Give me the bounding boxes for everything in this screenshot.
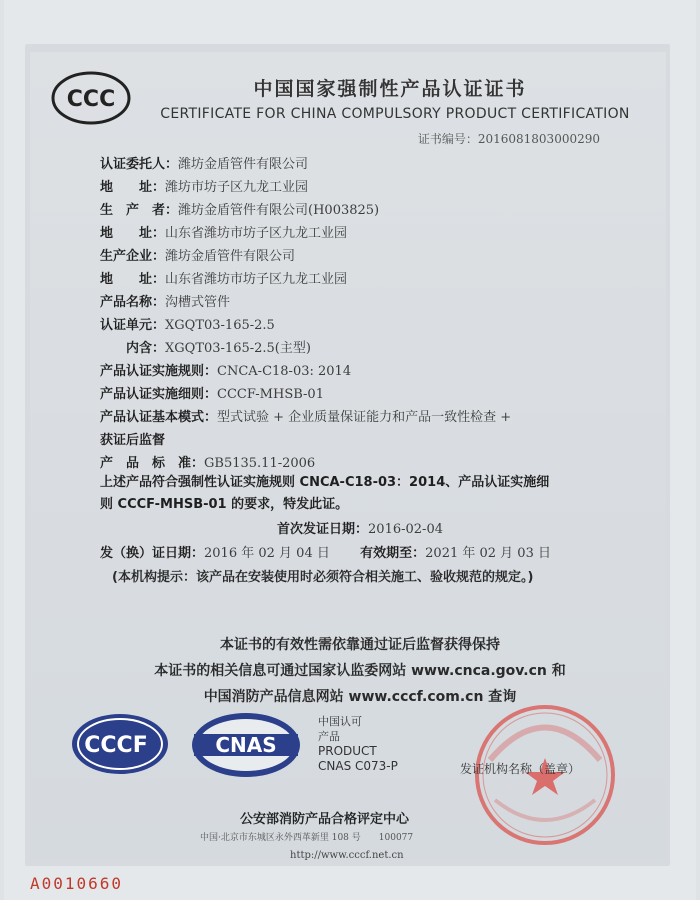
field-value: 山东省潍坊市坊子区九龙工业园 [165,272,348,287]
field-label: 产品名称： [100,295,166,310]
field-label: 生 产 者： [100,203,179,218]
field-value: CNCA-C18-03: 2014 [217,364,352,379]
cnas-line: CNAS C073-P [318,759,398,773]
mode-cont-text: 获证后监督 [100,433,166,448]
standard-row [100,452,315,471]
cccf-logo [70,712,170,776]
field-value: 潍坊金盾管件有限公司(H003825) [178,203,380,218]
mode-label: 产品认证基本模式： [100,410,218,425]
field-label: 地 址： [100,272,166,287]
field-row [100,222,347,241]
cnas-logo [190,710,302,780]
field-row [100,199,379,218]
field-row [100,314,275,333]
note: (本机构提示：该产品在安装使用时必须符合相关施工、验收规范的规定。) [112,570,534,585]
statement-line-1: 上述产品符合强制性认证实施规则 CNCA-C18-03：2014、产品认证实施细 [100,475,550,490]
cccf-logo-text: CCCF [84,733,148,758]
organization-address: 中国·北京市东城区永外西革新里 108 号 100077 [200,833,414,843]
mode-cont [100,429,165,448]
statement-line-2: 则 CCCF-MHSB-01 的要求，特发此证。 [100,497,349,512]
field-row [100,291,230,310]
field-row [100,360,351,379]
field-label: 地 址： [100,226,166,241]
notice [100,632,620,710]
ccc-logo-text: CCC [66,87,116,112]
cnas-accreditation-text [318,714,398,774]
field-label: 生产企业： [100,249,166,264]
notice-line-1: 本证书的有效性需依靠通过证后监督获得保持 [220,637,500,653]
field-label: 产品认证实施细则： [100,387,218,402]
field-label: 地 址： [100,180,166,195]
cnas-line: 产品 [318,730,340,743]
ccc-logo [50,70,132,126]
validity-row [100,542,551,561]
field-row [100,245,295,264]
cnas-line: PRODUCT [318,744,377,758]
certificate-number [390,130,600,147]
field-value: CCCF-MHSB-01 [217,387,324,402]
issuing-organization: 公安部消防产品合格评定中心 [240,812,410,827]
field-row [100,176,308,195]
notice-line-3: 中国消防产品信息网站 www.cccf.com.cn 查询 [203,689,517,705]
field-value: XGQT03-165-2.5 [165,318,275,333]
cnas-logo-text: CNAS [215,733,277,757]
field-value: 山东省潍坊市坊子区九龙工业园 [165,226,348,241]
issuer-label: 发证机构名称（盖章） [460,762,581,776]
field-value: 潍坊金盾管件有限公司 [165,249,296,264]
field-value: 沟槽式管件 [165,295,231,310]
field-row [100,337,311,356]
standard-label: 产 品 标 准： [100,456,205,471]
notice-line-2: 本证书的相关信息可通过国家认监委网站 www.cnca.gov.cn 和 [154,663,566,679]
title-cn: 中国国家强制性产品认证证书 [253,78,527,100]
field-label: 认证单元： [100,318,166,333]
field-row [100,268,347,287]
field-label: 认证委托人： [100,157,179,172]
first-issue-value: 2016-02-04 [368,522,443,537]
field-row [100,383,324,402]
cert-no-label: 证书编号： [417,132,478,146]
first-issue [100,518,620,537]
mode-row [100,406,511,425]
organization-url: http://www.cccf.net.cn [290,850,404,861]
issue-date-label: 发（换）证日期： [100,546,205,561]
field-value: 潍坊市坊子区九龙工业园 [165,180,309,195]
standard-value: GB5135.11-2006 [204,456,316,471]
title-en: CERTIFICATE FOR CHINA COMPULSORY PRODUCT CERTIFICATION [160,106,630,122]
serial-number: A0010660 [30,874,124,893]
first-issue-label: 首次发证日期： [277,522,369,537]
expiry-value: 2021 年 02 月 03 日 [425,546,551,561]
field-value: XGQT03-165-2.5(主型) [165,341,311,356]
expiry-label: 有效期至： [360,546,426,561]
field-value: 潍坊金盾管件有限公司 [178,157,309,172]
cnas-line: 中国认可 [318,715,362,728]
statement [100,472,620,516]
issue-date-value: 2016 年 02 月 04 日 [204,546,330,561]
field-label: 产品认证实施规则： [100,364,218,379]
mode-value: 型式试验 + 企业质量保证能力和产品一致性检查 + [217,410,512,425]
field-label: 内含： [100,341,166,356]
cert-no-value: 2016081803000290 [477,132,600,146]
field-row [100,153,308,172]
